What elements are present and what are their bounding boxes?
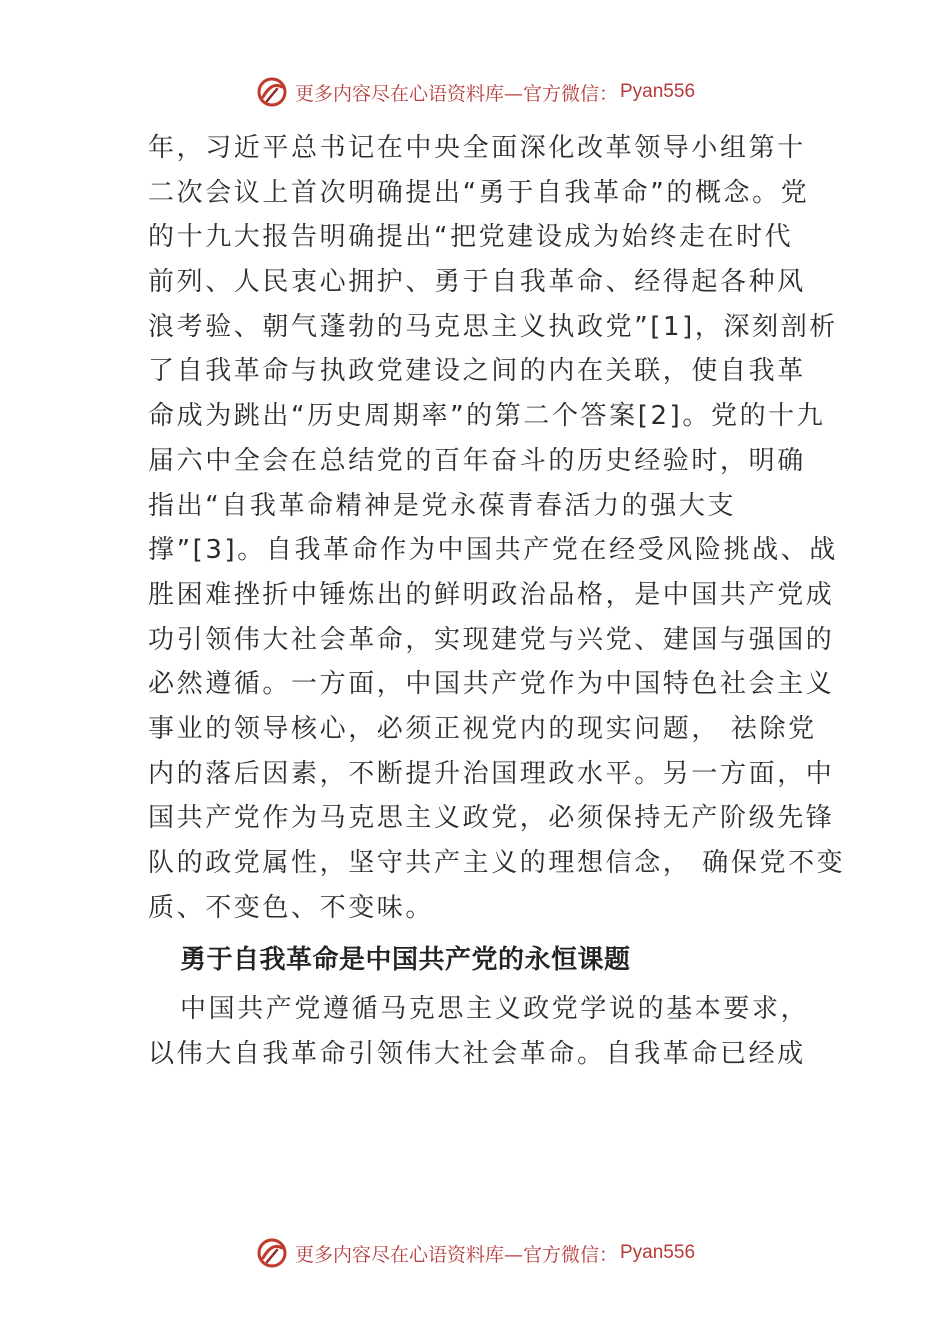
text-line: 胜困难挫折中锤炼出的鲜明政治品格，是中国共产党成 xyxy=(148,579,835,610)
text-line: 事业的领导核心，必须正视党内的现实问题， 祛除党 xyxy=(148,713,817,744)
text-line: 年，习近平总书记在中央全面深化改革领导小组第十 xyxy=(148,133,806,163)
footer-watermark xyxy=(0,1233,950,1273)
text-line: 以伟大自我革命引领伟大社会革命。自我革命已经成 xyxy=(148,1038,806,1069)
text-line: 撑”[3]。自我革命作为中国共产党在经受风险挑战、战 xyxy=(148,535,838,566)
text-line: 二次会议上首次明确提出“勇于自我革命”的概念。党 xyxy=(148,177,810,208)
paragraph-2 xyxy=(148,987,828,1076)
header-watermark-wechat-id: Pyan556 xyxy=(620,81,696,102)
paragraph-1 xyxy=(148,126,846,930)
header-watermark-text: 更多内容尽在心语资料库—官方微信： xyxy=(294,82,618,105)
text-line: 届六中全会在总结党的百年奋斗的历史经验时，明确 xyxy=(148,445,806,476)
brush-seal-logo-icon xyxy=(255,1236,289,1270)
text-line: 中国共产党遵循马克思主义政党学说的基本要求， xyxy=(180,994,810,1025)
text-line: 队的政党属性，坚守共产主义的理想信念， 确保党不变 xyxy=(148,848,846,878)
text-line: 功引领伟大社会革命，实现建党与兴党、建国与强国的 xyxy=(148,624,835,655)
text-line: 内的落后因素，不断提升治国理政水平。另一方面，中 xyxy=(148,758,835,789)
footer-watermark-text: 更多内容尽在心语资料库—官方微信： xyxy=(294,1243,618,1266)
brush-seal-logo-icon xyxy=(255,75,289,109)
footer-watermark-wechat-id: Pyan556 xyxy=(620,1242,696,1263)
section-heading: 勇于自我革命是中国共产党的永恒课题 xyxy=(180,945,631,976)
text-line: 质、不变色、不变味。 xyxy=(148,892,435,923)
text-line: 命成为跳出“历史周期率”的第二个答案[2]。党的十九 xyxy=(148,401,826,432)
header-watermark xyxy=(0,72,950,112)
text-line: 浪考验、朝气蓬勃的马克思主义执政党”[1]，深刻剖析 xyxy=(148,311,838,342)
text-line: 的十九大报告明确提出“把党建设成为始终走在时代 xyxy=(148,222,794,253)
document-body xyxy=(148,126,846,1076)
text-line: 前列、人民衷心拥护、勇于自我革命、经得起各种风 xyxy=(148,267,806,298)
text-line: 了自我革命与执政党建设之间的内在关联，使自我革 xyxy=(148,356,806,387)
text-line: 必然遵循。一方面，中国共产党作为中国特色社会主义 xyxy=(148,669,835,700)
text-line: 指出“自我革命精神是党永葆青春活力的强大支 xyxy=(148,490,737,521)
text-line: 国共产党作为马克思主义政党，必须保持无产阶级先锋 xyxy=(148,803,835,834)
